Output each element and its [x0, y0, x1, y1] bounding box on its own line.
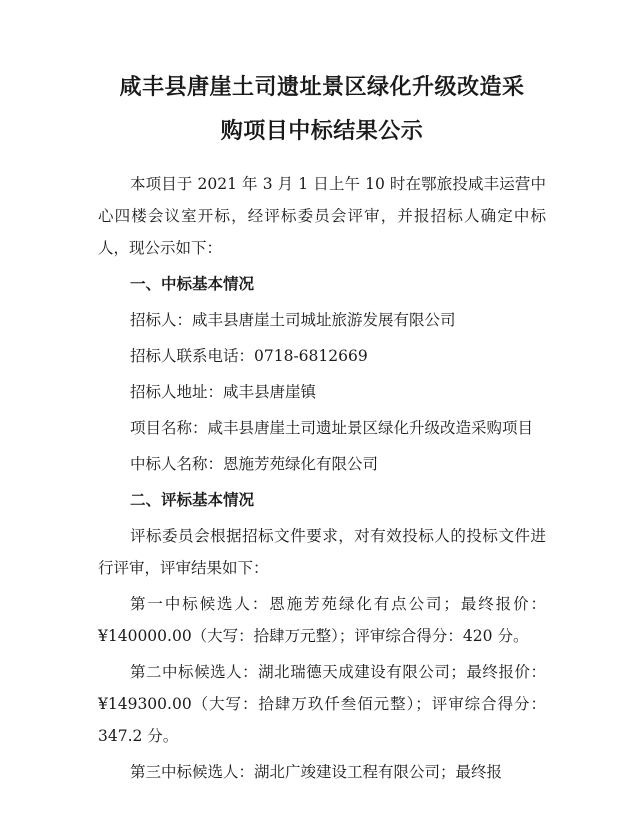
document-title [86, 66, 558, 154]
tenderer-address-field: 招标人地址：咸丰县唐崖镇 [130, 383, 317, 401]
tenderer-phone-field: 招标人联系电话：0718-6812669 [130, 347, 368, 365]
section-heading-basic-info: 一、中标基本情况 [130, 275, 255, 293]
intro-paragraph: 本项目于 2021 年 3 月 1 日上午 10 时在鄂旅投咸丰运营中心四楼会议室开标，经评标委员会评审，并报招标人确定中标人，现公示如下： [98, 175, 546, 257]
candidate-3-paragraph: 第三中标候选人：湖北广竣建设工程有限公司；最终报 [130, 763, 503, 781]
title-line-2: 购项目中标结果公示 [220, 119, 424, 144]
evaluation-intro-paragraph: 评标委员会根据招标文件要求，对有效投标人的投标文件进行评审，评审结果如下： [98, 527, 546, 577]
project-name-field: 项目名称：咸丰县唐崖土司遗址景区绿化升级改造采购项目 [130, 419, 534, 437]
tenderer-field: 招标人：咸丰县唐崖土司城址旅游发展有限公司 [130, 311, 456, 329]
title-line-1: 咸丰县唐崖土司遗址景区绿化升级改造采 [119, 75, 525, 100]
winner-name-field: 中标人名称：恩施芳苑绿化有限公司 [130, 455, 379, 473]
section-heading-evaluation: 二、评标基本情况 [130, 491, 255, 509]
candidate-1-paragraph: 第一中标候选人：恩施芳苑绿化有点公司；最终报价：¥140000.00（大写：拾肆万元整）；评审综合得分：420 分。 [98, 595, 546, 645]
candidate-2-paragraph: 第二中标候选人：湖北瑞德天成建设有限公司；最终报价：¥149300.00（大写：拾肆万玖仟叁佰元整）；评审综合得分：347.2 分。 [98, 663, 546, 745]
